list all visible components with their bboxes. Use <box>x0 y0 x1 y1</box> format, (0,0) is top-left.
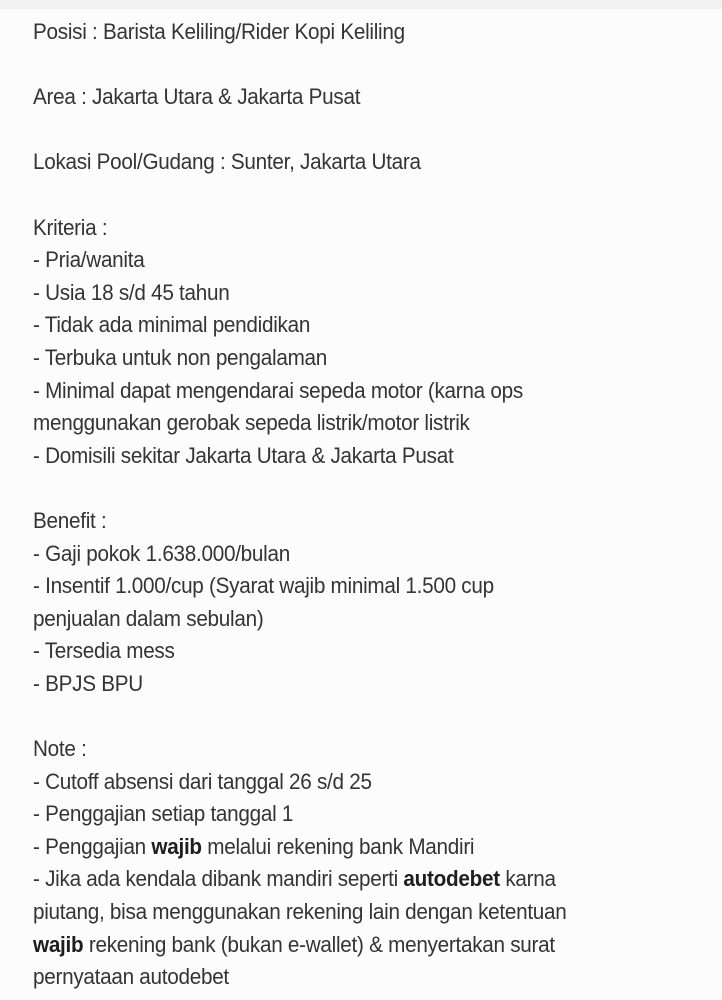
criteria-item: - Terbuka untuk non pengalaman <box>33 344 328 370</box>
area-line: Area : Jakarta Utara & Jakarta Pusat <box>33 84 361 110</box>
emphasis-wajib: wajib <box>33 931 84 957</box>
spacer <box>33 472 713 505</box>
emphasis-autodebet: autodebet <box>403 866 500 892</box>
spacer <box>33 700 713 733</box>
spacer <box>33 49 713 82</box>
position-line: Posisi : Barista Keliling/Rider Kopi Keliling <box>33 19 405 44</box>
note-item: - Cutoff absensi dari tanggal 26 s/d 25 <box>33 768 372 794</box>
note-item-continuation: pernyataan autodebet <box>33 964 229 990</box>
benefit-item-continuation: penjualan dalam sebulan) <box>33 605 264 631</box>
spacer <box>33 114 713 147</box>
benefit-item: - BPJS BPU <box>33 670 143 696</box>
spacer <box>33 179 713 212</box>
note-text: melalui rekening bank Mandiri <box>201 833 475 859</box>
note-item: - Penggajian setiap tanggal 1 <box>33 801 294 827</box>
benefit-heading: Benefit : <box>33 507 107 533</box>
top-edge-strip <box>0 0 722 9</box>
job-posting-text <box>33 16 713 994</box>
benefit-item: - Tersedia mess <box>33 638 175 664</box>
note-text: - Jika ada kendala dibank mandiri seperti <box>33 866 404 892</box>
emphasis-wajib: wajib <box>151 833 202 859</box>
note-item-continuation: piutang, bisa menggunakan rekening lain dengan ketentuan <box>33 899 567 925</box>
note-text: - Penggajian <box>33 833 152 859</box>
criteria-item: - Usia 18 s/d 45 tahun <box>33 279 230 305</box>
note-heading: Note : <box>33 736 87 762</box>
criteria-heading: Kriteria : <box>33 214 108 240</box>
criteria-item: - Minimal dapat mengendarai sepeda motor (karna ops <box>33 377 523 403</box>
criteria-item: - Domisili sekitar Jakarta Utara & Jakarta Pusat <box>33 442 454 468</box>
criteria-item: - Pria/wanita <box>33 247 145 273</box>
note-item <box>33 863 713 896</box>
note-item <box>33 831 713 864</box>
criteria-item-continuation: menggunakan gerobak sepeda listrik/motor listrik <box>33 410 470 436</box>
benefit-item: - Gaji pokok 1.638.000/bulan <box>33 540 290 566</box>
benefit-item: - Insentif 1.000/cup (Syarat wajib minimal 1.500 cup <box>33 573 494 599</box>
location-line: Lokasi Pool/Gudang : Sunter, Jakarta Utara <box>33 149 421 175</box>
note-text: rekening bank (bukan e-wallet) & menyertakan surat <box>83 931 555 957</box>
criteria-item: - Tidak ada minimal pendidikan <box>33 312 311 338</box>
note-text: karna <box>499 866 556 892</box>
note-item-continuation <box>33 929 713 962</box>
